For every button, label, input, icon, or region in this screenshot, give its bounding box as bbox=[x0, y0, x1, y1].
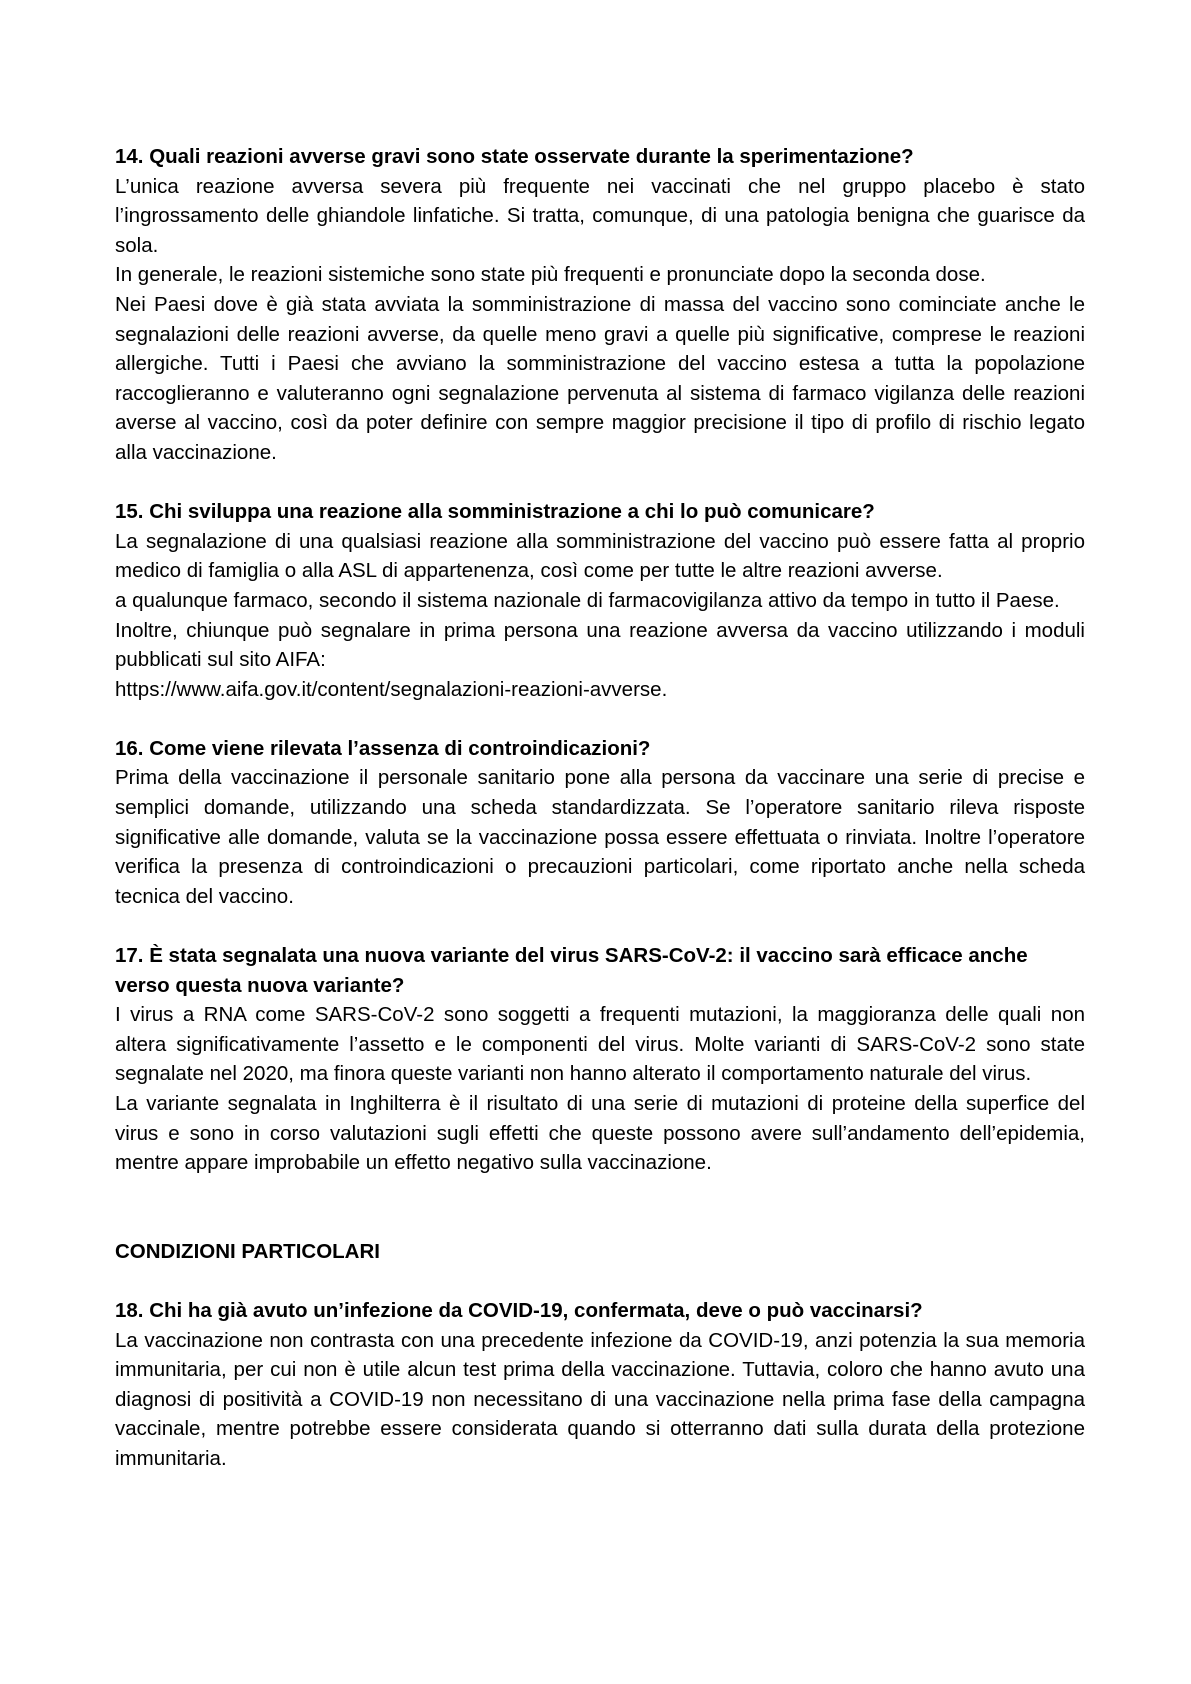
answer-14-paragraph-3: Nei Paesi dove è già stata avviata la somministrazione di massa del vaccino sono cominciate anche le segnalazioni delle reazioni avverse, da quelle meno gravi a quelle più significative, comprese le reazioni allergiche. Tutti i Paesi che avviano la somministrazione del vaccino estesa a tutta la popolazione raccoglieranno e valuteranno ogni segnalazione pervenuta al sistema di farmaco vigilanza delle reazioni averse al vaccino, così da poter definire con sempre maggior precisione il tipo di profilo di rischio legato alla vaccinazione. bbox=[115, 292, 1085, 464]
answer-17-paragraph-1: I virus a RNA come SARS-CoV-2 sono soggetti a frequenti mutazioni, la maggioranza delle quali non altera significativamente l’assetto e le componenti del virus. Molte varianti di SARS-CoV-2 sono state segnalate nel 2020, ma finora queste varianti non hanno alterato il comportamento naturale del virus. bbox=[115, 1003, 1085, 1086]
question-15-heading: 15. Chi sviluppa una reazione alla somministrazione a chi lo può comunicare? bbox=[115, 500, 875, 524]
spacer bbox=[115, 911, 1085, 941]
question-18-heading: 18. Chi ha già avuto un’infezione da COVID-19, confermata, deve o può vaccinarsi? bbox=[115, 1298, 923, 1322]
answer-15-paragraph-3: Inoltre, chiunque può segnalare in prima persona una reazione avversa da vaccino utilizzando i moduli pubblicati sul sito AIFA: bbox=[115, 618, 1085, 672]
answer-15-paragraph-2: a qualunque farmaco, secondo il sistema nazionale di farmacovigilanza attivo da tempo in tutto il Paese. bbox=[115, 588, 1060, 612]
spacer bbox=[115, 1178, 1085, 1237]
answer-17-paragraph-2: La variante segnalata in Inghilterra è il risultato di una serie di mutazioni di proteine della superfice del virus e sono in corso valutazioni sugli effetti che queste possono avere sull’andamento dell’epidemia, mentre appare improbabile un effetto negativo sulla vaccinazione. bbox=[115, 1092, 1085, 1175]
spacer bbox=[115, 468, 1085, 498]
question-16-heading: 16. Come viene rilevata l’assenza di controindicazioni? bbox=[115, 736, 651, 760]
question-17-heading: 17. È stata segnalata una nuova variante del virus SARS-CoV-2: il vaccino sarà efficace anche verso questa nuova variante? bbox=[115, 944, 1028, 997]
aifa-link-text: https://www.aifa.gov.it/content/segnalazioni-reazioni-avverse. bbox=[115, 677, 668, 701]
question-14-heading: 14. Quali reazioni avverse gravi sono state osservate durante la sperimentazione? bbox=[115, 145, 914, 168]
answer-15-paragraph-1: La segnalazione di una qualsiasi reazione alla somministrazione del vaccino può essere fatta al proprio medico di famiglia o alla ASL di appartenenza, così come per tutte le altre reazioni avverse. bbox=[115, 529, 1085, 583]
answer-14-paragraph-2: In generale, le reazioni sistemiche sono state più frequenti e pronunciate dopo la seconda dose. bbox=[115, 263, 986, 287]
answer-18-paragraph-1: La vaccinazione non contrasta con una precedente infezione da COVID-19, anzi potenzia la sua memoria immunitaria, per cui non è utile alcun test prima della vaccinazione. Tuttavia, coloro che hanno avuto una diagnosi di positività a COVID-19 non necessitano di una vaccinazione nella prima fase della campagna vaccinale, mentre potrebbe essere considerata quando si otterranno dati sulla durata della protezione immunitaria. bbox=[115, 1328, 1085, 1470]
document-page bbox=[115, 142, 1085, 1474]
section-heading: CONDIZIONI PARTICOLARI bbox=[115, 1239, 380, 1263]
spacer bbox=[115, 1266, 1085, 1296]
spacer bbox=[115, 704, 1085, 734]
answer-14-paragraph-1: L’unica reazione avversa severa più frequente nei vaccinati che nel gruppo placebo è stato l’ingrossamento delle ghiandole linfatiche. Si tratta, comunque, di una patologia benigna che guarisce da sola. bbox=[115, 174, 1085, 257]
answer-16-paragraph-1: Prima della vaccinazione il personale sanitario pone alla persona da vaccinare una serie di precise e semplici domande, utilizzando una scheda standardizzata. Se l’operatore sanitario rileva risposte significative alle domande, valuta se la vaccinazione possa essere effettuata o rinviata. Inoltre l’operatore verifica la presenza di controindicazioni o precauzioni particolari, come riportato anche nella scheda tecnica del vaccino. bbox=[115, 766, 1085, 908]
